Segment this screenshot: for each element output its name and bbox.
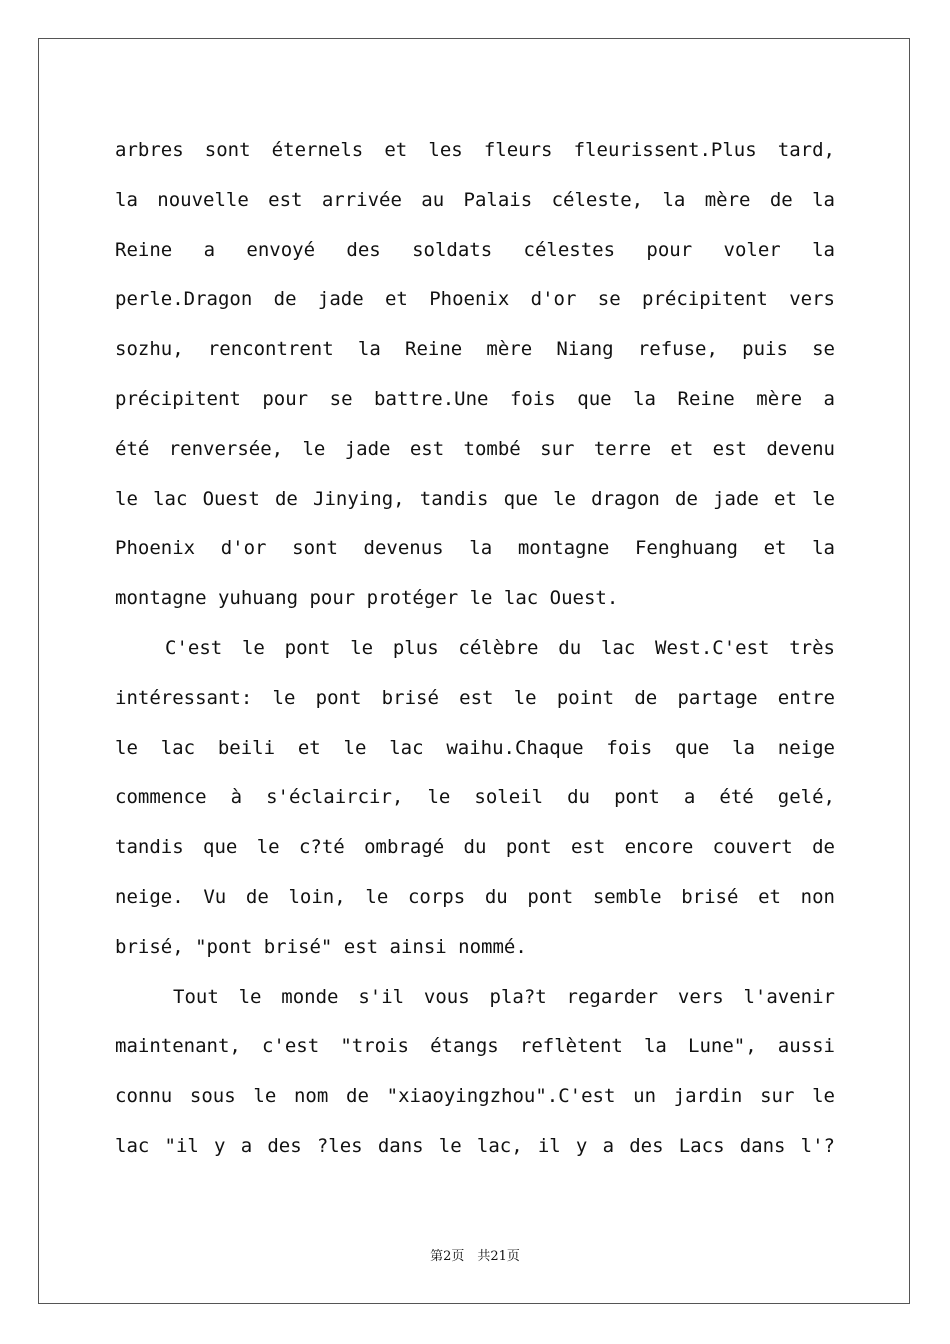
text-line: lac "il y a des ?les dans le lac, il y a des Lacs dans l'?	[115, 1134, 835, 1157]
text-line-paragraph-end: montagne yuhuang pour protéger le lac Ouest.	[115, 587, 619, 610]
text-line-paragraph-start: C'est le pont le plus célèbre du lac West.C'est très	[165, 636, 835, 659]
text-line: maintenant, c'est "trois étangs reflètent la Lune", aussi	[115, 1035, 835, 1058]
text-line: arbres sont éternels et les fleurs fleurissent.Plus tard,	[115, 139, 835, 161]
text-line: Reine a envoyé des soldats célestes pour voler la	[115, 238, 835, 261]
text-line: commence à s'éclaircir, le soleil du pont a été gelé,	[115, 786, 835, 809]
text-line: sozhu, rencontrent la Reine mère Niang refuse, puis se	[115, 338, 835, 361]
text-line: le lac Ouest de Jinying, tandis que le dragon de jade et le	[115, 487, 835, 510]
text-line: précipitent pour se battre.Une fois que la Reine mère a	[115, 387, 835, 410]
text-line: neige. Vu de loin, le corps du pont semble brisé et non	[115, 885, 835, 908]
page-number-footer: 第2页 共21页	[430, 1249, 520, 1264]
text-line-paragraph-start: Tout le monde s'il vous pla?t regarder vers l'avenir	[173, 985, 835, 1008]
text-line: intéressant: le pont brisé est le point de partage entre	[115, 686, 835, 709]
text-line: tandis que le c?té ombragé du pont est encore couvert de	[115, 836, 835, 859]
text-line: la nouvelle est arrivée au Palais céleste, la mère de la	[115, 188, 835, 211]
text-line: perle.Dragon de jade et Phoenix d'or se précipitent vers	[115, 288, 835, 311]
text-line-paragraph-end: brisé, "pont brisé" est ainsi nommé.	[115, 935, 527, 958]
text-line: Phoenix d'or sont devenus la montagne Fenghuang et la	[115, 537, 835, 560]
text-line: connu sous le nom de "xiaoyingzhou".C'est un jardin sur le	[115, 1085, 835, 1108]
document-body	[115, 126, 835, 1172]
text-line: le lac beili et le lac waihu.Chaque fois que la neige	[115, 736, 835, 759]
text-line: été renversée, le jade est tombé sur terre et est devenu	[115, 437, 835, 460]
